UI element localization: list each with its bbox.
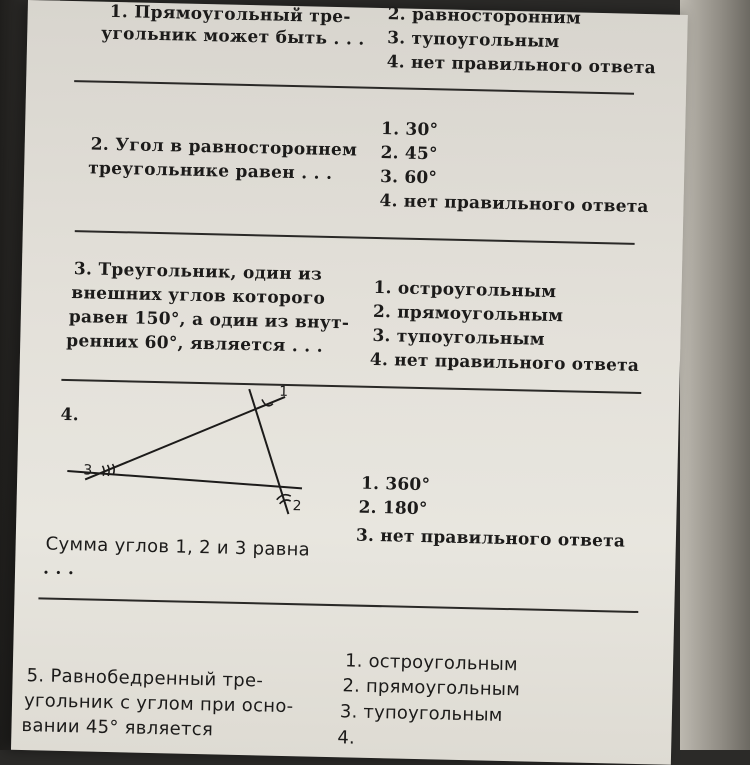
q3-option-3: 3. тупоугольным [372,325,545,350]
q4-option-2: 2. 180° [358,497,428,520]
q3-text-line4: ренних 60°, является . . . [66,330,324,357]
angle-label-3: 3 [83,462,93,479]
q2-text-line1: 2. Угол в равностороннем [90,134,358,161]
q3-option-2: 2. прямоугольным [372,301,564,327]
q1-option-4: 4. нет правильного ответа [386,52,657,79]
q2-option-2: 2. 45° [380,143,438,165]
q3-option-4: 4. нет правильного ответа [369,349,640,376]
q5-option-2: 2. прямоугольным [342,675,521,701]
q2-option-3: 3. 60° [379,167,438,189]
q2-option-1: 1. 30° [380,119,439,141]
q4-caption-line2: . . . [42,558,75,580]
horizontal-line [67,471,302,488]
angle-label-2: 2 [292,498,302,515]
background-right [680,0,750,750]
divider-4 [38,597,638,612]
q5-option-4: 4. [337,727,356,749]
q1-option-3: 3. тупоугольным [386,28,560,53]
q4-angle-diagram [56,377,319,523]
q2-text-line2: треугольнике равен . . . [87,158,333,184]
divider-1 [74,80,634,94]
q2-option-4: 4. нет правильного ответа [379,191,649,218]
q5-text-line3: вании 45° является [21,715,214,741]
q3-option-1: 1. остроугольным [373,277,557,303]
q5-text-line1: 5. Равнобедренный тре- [26,665,264,692]
q1-option-2: 2. равносторонним [387,4,582,29]
q4-number: 4. [60,404,80,426]
q4-caption-line1: Сумма углов 1, 2 и 3 равна [45,533,311,561]
q5-text-line2: угольник с углом при осно- [23,690,294,718]
q1-text-line1: 1. Прямоугольный тре- [109,1,351,28]
q4-option-3: 3. нет правильного ответа [355,525,626,552]
q3-text-line3: равен 150°, а один из внут- [68,307,350,334]
q4-option-1: 1. 360° [360,473,431,496]
worksheet-page [11,0,688,765]
divider-2 [75,230,635,244]
q3-text-line1: 3. Треугольник, один из [73,259,323,285]
q1-text-line2: угольник может быть . . . [101,23,365,50]
q5-option-3: 3. тупоугольным [339,701,503,726]
q3-text-line2: внешних углов которого [71,283,326,309]
angle-label-1: 1 [278,383,289,400]
q5-option-1: 1. остроугольным [344,650,519,676]
